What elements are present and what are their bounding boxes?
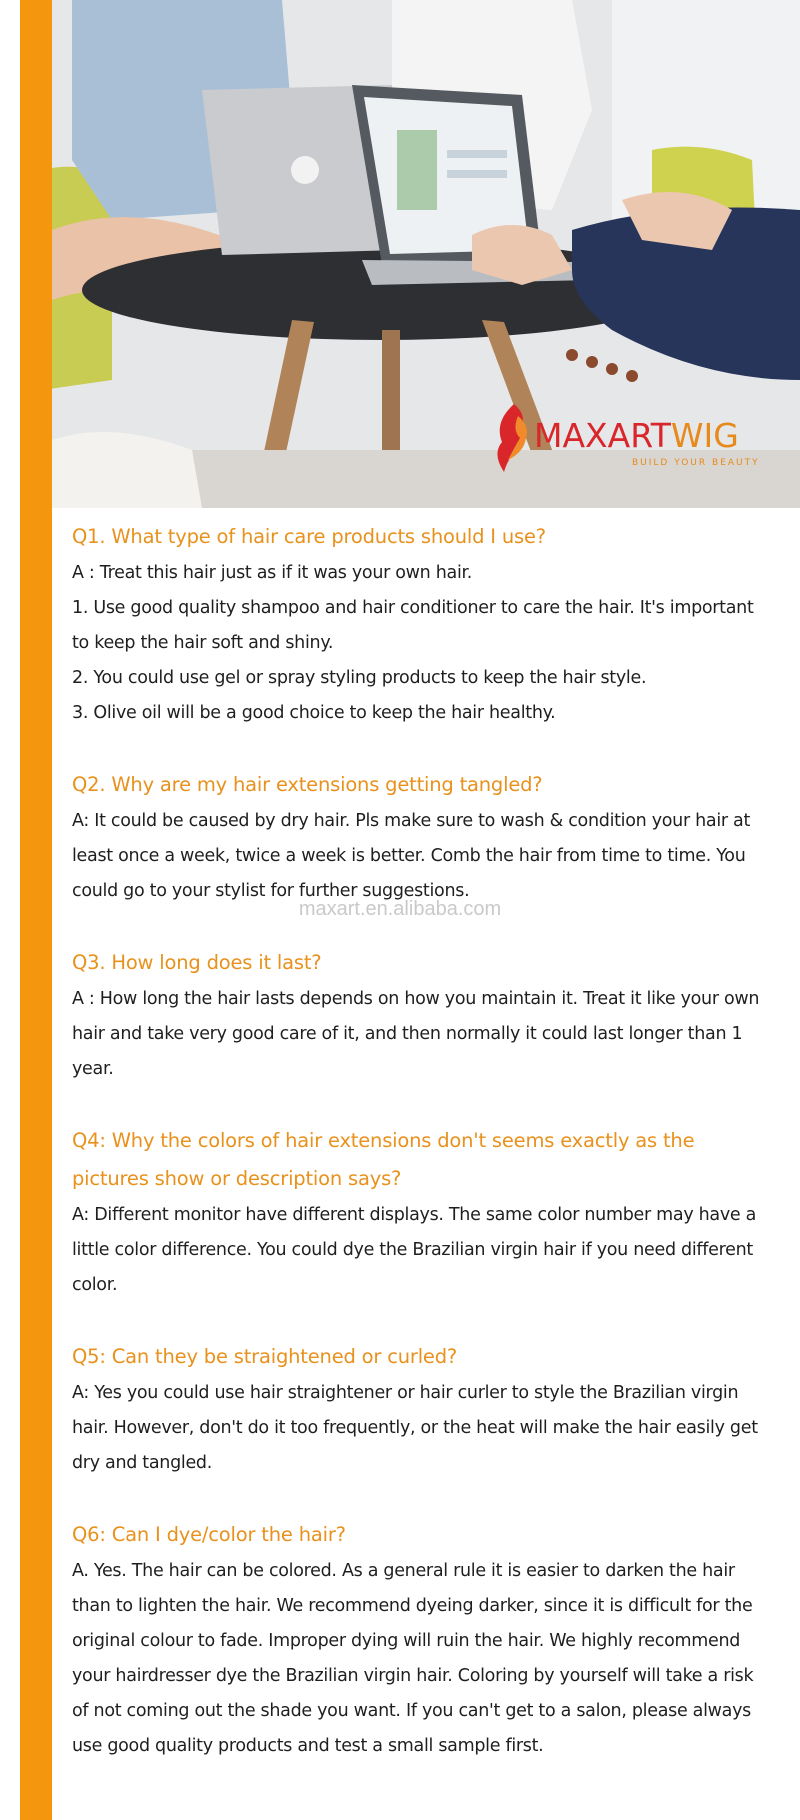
faq-question: Q4: Why the colors of hair extensions don't seems exactly as the pictures show or description says?	[72, 1129, 695, 1190]
answer-line: 2. You could use gel or spray styling products to keep the hair style.	[72, 668, 647, 688]
logo-name: MAXART	[534, 416, 671, 455]
faq-question: Q5: Can they be straightened or curled?	[72, 1345, 458, 1368]
maxartwig-logo	[482, 396, 782, 476]
answer-line: A: It could be caused by dry hair. Pls make sure to wash & condition your hair at least once a week, twice a week is better. Comb the hair from time to time. You could go to your stylist for further suggestions.	[72, 811, 751, 901]
faq-question: Q1. What type of hair care products should I use?	[72, 525, 546, 548]
hero-photo	[52, 0, 800, 508]
faq-item-6	[72, 1516, 772, 1764]
faq-question: Q2. Why are my hair extensions getting tangled?	[72, 773, 543, 796]
logo-suffix: WIG	[670, 416, 739, 455]
faq-section	[72, 518, 772, 1764]
faq-answer	[72, 982, 772, 1087]
faq-item-1	[72, 518, 772, 731]
faq-answer	[72, 804, 772, 909]
faq-question: Q6: Can I dye/color the hair?	[72, 1523, 346, 1546]
watermark-text: maxart.en.alibaba.com	[298, 898, 502, 920]
logo-tagline: BUILD YOUR BEAUTY	[632, 458, 760, 468]
faq-answer	[72, 1376, 772, 1481]
faq-answer	[72, 556, 772, 731]
logo-wordmark	[534, 416, 739, 455]
answer-line: A. Yes. The hair can be colored. As a general rule it is easier to darken the hair than to lighten the hair. We recommend dyeing darker, since it is difficult for the original colour to fade. Improper dying will ruin the hair. We highly recommend your hairdresser dye the Brazilian virgin hair. Coloring by yourself will take a risk of not coming out the shade you want. If you can't get to a salon, please always use good quality products and test a small sample first.	[72, 1561, 754, 1756]
faq-item-4	[72, 1122, 772, 1303]
answer-line: A: Different monitor have different displays. The same color number may have a little color difference. You could dye the Brazilian virgin hair if you need different color.	[72, 1205, 757, 1295]
faq-item-2	[72, 766, 772, 909]
faq-question: Q3. How long does it last?	[72, 951, 322, 974]
faq-answer	[72, 1198, 772, 1303]
hair-flame-icon	[484, 402, 540, 474]
faq-answer	[72, 1554, 772, 1764]
answer-line: 3. Olive oil will be a good choice to keep the hair healthy.	[72, 703, 556, 723]
faq-item-3	[72, 944, 772, 1087]
answer-line: 1. Use good quality shampoo and hair conditioner to care the hair. It's important to keep the hair soft and shiny.	[72, 598, 754, 653]
answer-line: A: Yes you could use hair straightener or hair curler to style the Brazilian virgin hair. However, don't do it too frequently, or the heat will make the hair easily get dry and tangled.	[72, 1383, 758, 1473]
faq-item-5	[72, 1338, 772, 1481]
answer-line: A : How long the hair lasts depends on how you maintain it. Treat it like your own hair and take very good care of it, and then normally it could last longer than 1 year.	[72, 989, 760, 1079]
answer-line: A : Treat this hair just as if it was your own hair.	[72, 563, 473, 583]
